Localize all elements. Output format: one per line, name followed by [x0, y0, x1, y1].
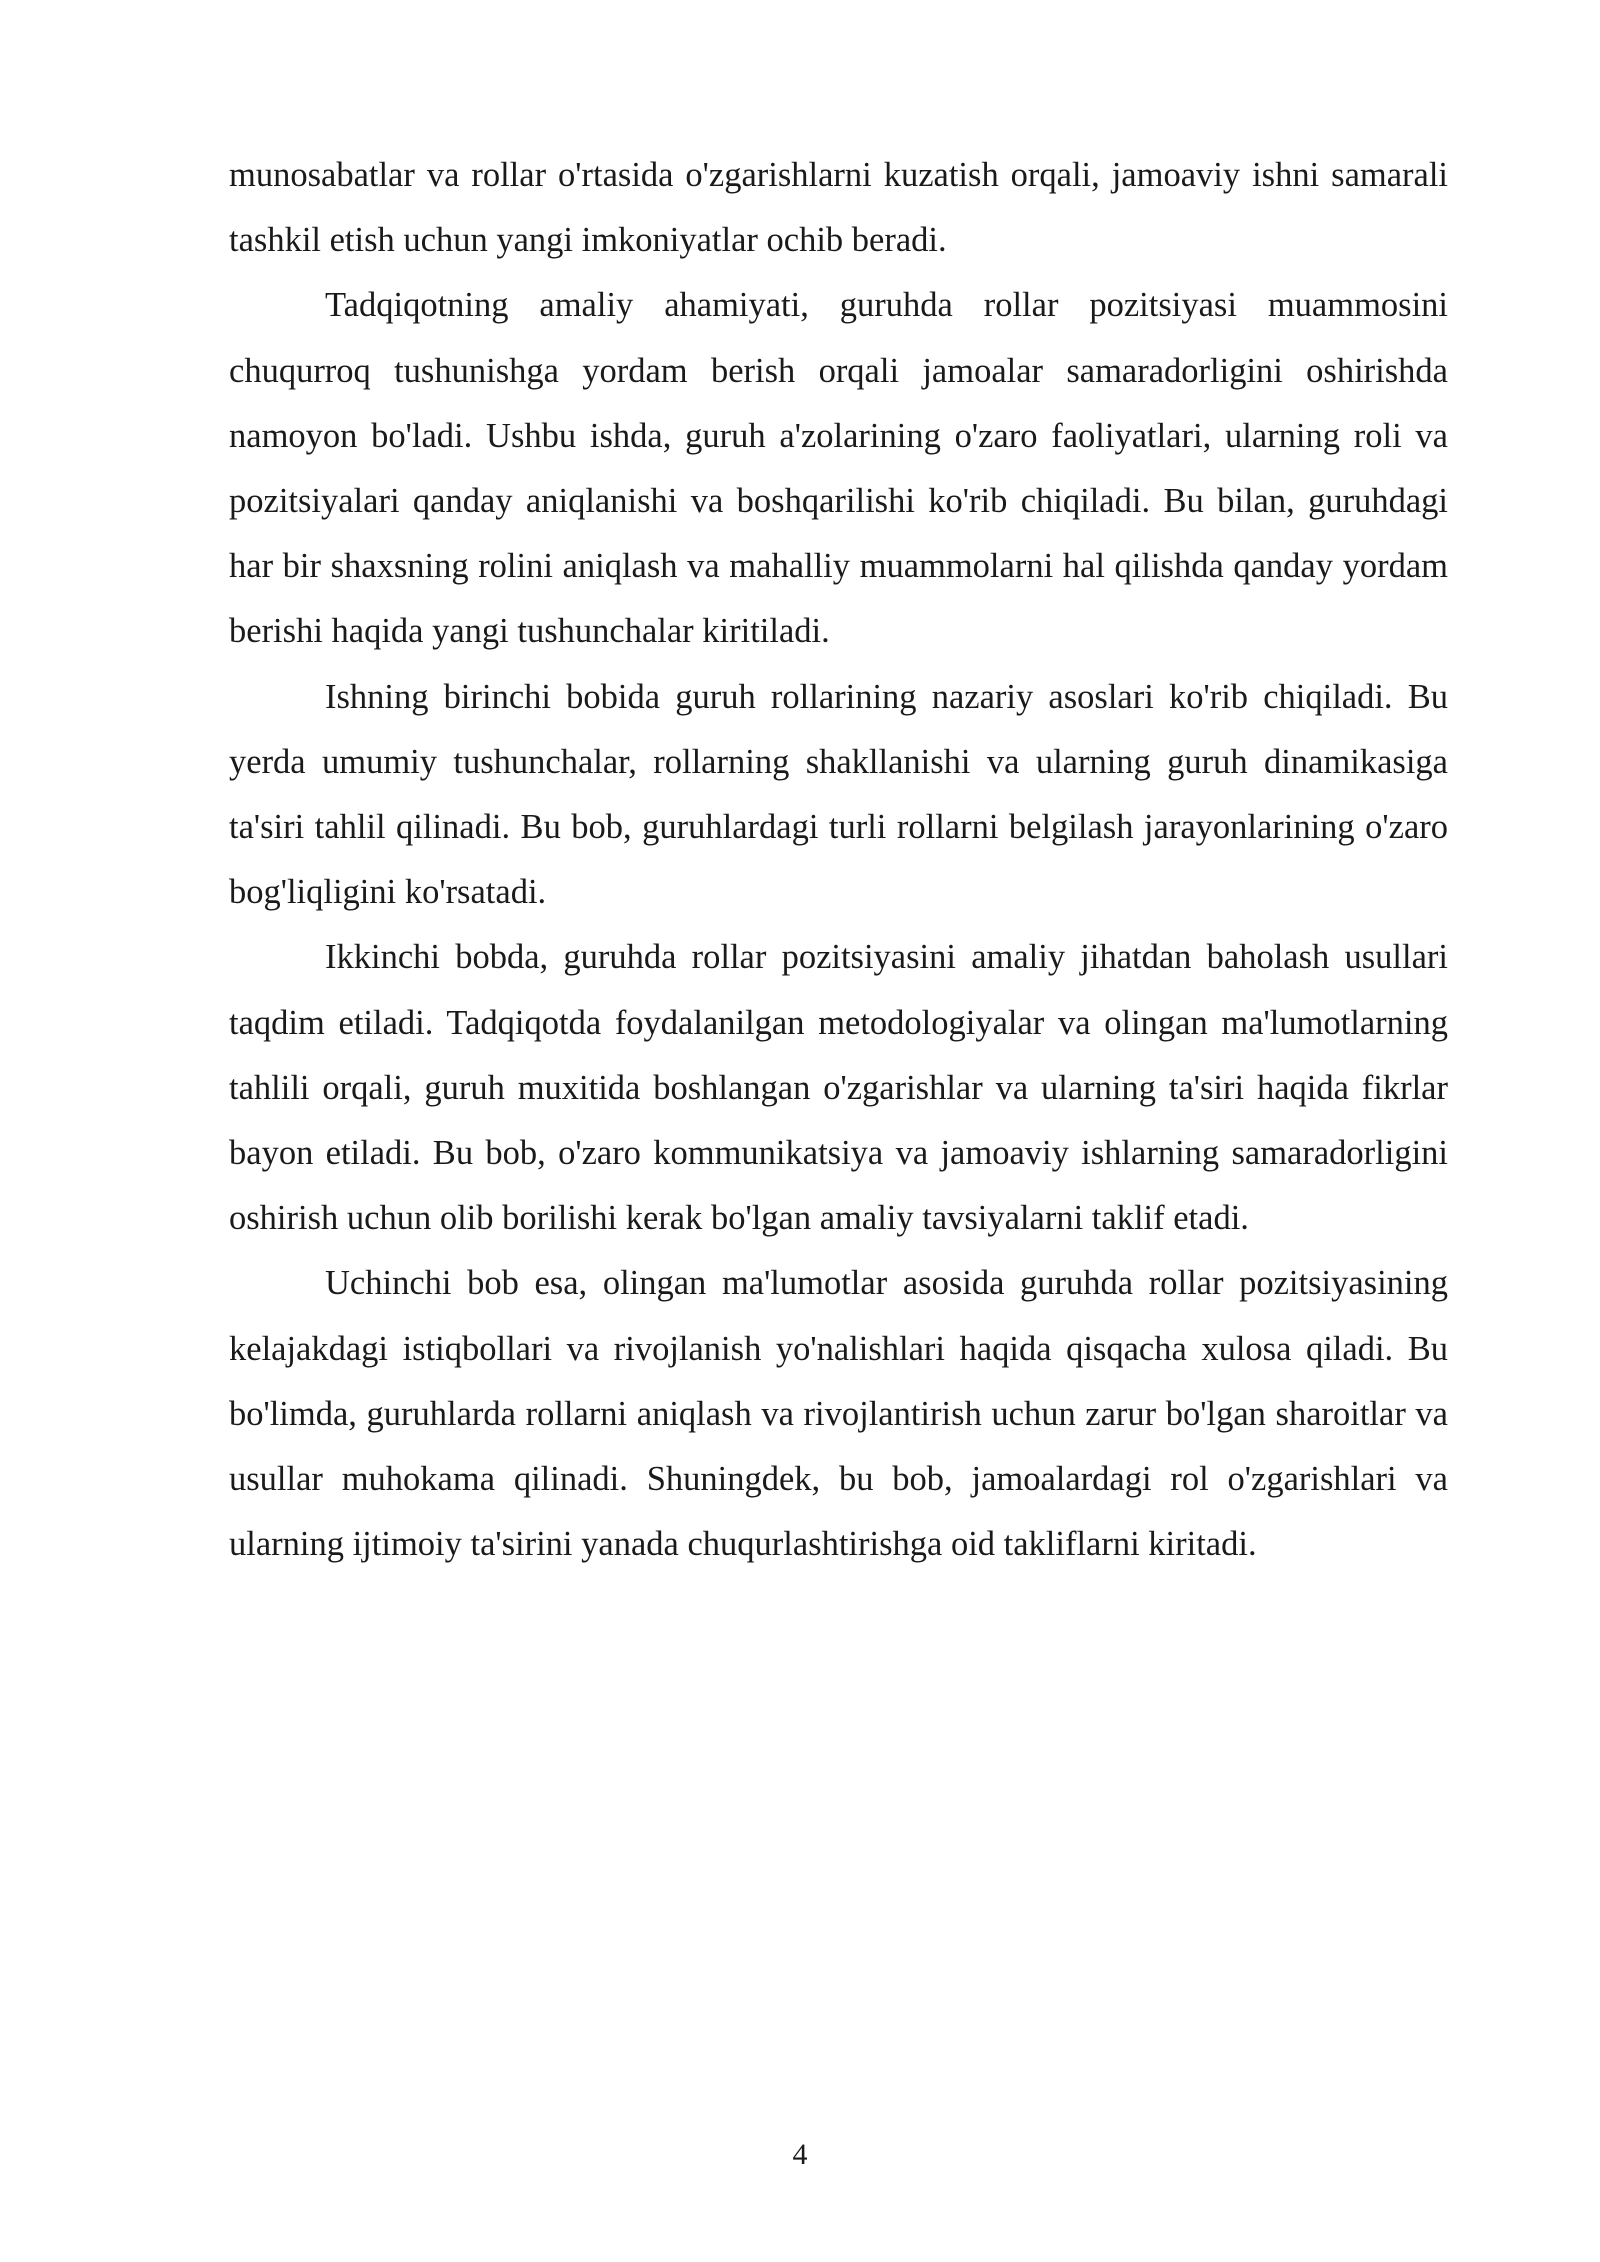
- paragraph-chapter-two: Ikkinchi bobda, guruhda rollar pozitsiyasini amaliy jihatdan baholash usullari taqdim etiladi. Tadqiqotda foydalanilgan metodologiyalar va olingan ma'lumotlarning tahlili orqali, guruh muxitida boshlangan o'zgarishlar va ularning ta'siri haqida fikrlar bayon etiladi. Bu bob, o'zaro kommunikatsiya va jamoaviy ishlarning samaradorligini oshirish uchun olib borilishi kerak bo'lgan amaliy tavsiyalarni taklif etadi.: [229, 938, 1448, 1238]
- paragraph-chapter-three: Uchinchi bob esa, olingan ma'lumotlar asosida guruhda rollar pozitsiyasining kelajakdagi istiqbollari va rivojlanish yo'nalishlari haqida qisqacha xulosa qiladi. Bu bo'limda, guruhlarda rollarni aniqlash va rivojlantirish uchun zarur bo'lgan sharoitlar va usullar muhokama qilinadi. Shuningdek, bu bob, jamoalardagi rol o'zgarishlari va ularning ijtimoiy ta'sirini yanada chuqurlashtirishga oid takliflarni kiritadi.: [229, 1264, 1448, 1564]
- paragraph-practical-significance: Tadqiqotning amaliy ahamiyati, guruhda rollar pozitsiyasi muammosini chuqurroq tushunishga yordam berish orqali jamoalar samaradorligini oshirishda namoyon bo'ladi. Ushbu ishda, guruh a'zolarining o'zaro faoliyatlari, ularning roli va pozitsiyalari qanday aniqlanishi va boshqarilishi ko'rib chiqiladi. Bu bilan, guruhdagi har bir shaxsning rolini aniqlash va mahalliy muammolarni hal qilishda qanday yordam berishi haqida yangi tushunchalar kiritiladi.: [229, 286, 1448, 651]
- page-number: 4: [792, 2138, 808, 2171]
- document-body: [229, 143, 1448, 1577]
- paragraph-chapter-one: Ishning birinchi bobida guruh rollarining nazariy asoslari ko'rib chiqiladi. Bu yerda umumiy tushunchalar, rollarning shakllanishi va ularning guruh dinamikasiga ta'siri tahlil qilinadi. Bu bob, guruhlardagi turli rollarni belgilash jarayonlarining o'zaro bog'liqligini ko'rsatadi.: [229, 677, 1448, 912]
- paragraph-continuation: munosabatlar va rollar o'rtasida o'zgarishlarni kuzatish orqali, jamoaviy ishni samarali tashkil etish uchun yangi imkoniyatlar ochib beradi.: [229, 156, 1448, 260]
